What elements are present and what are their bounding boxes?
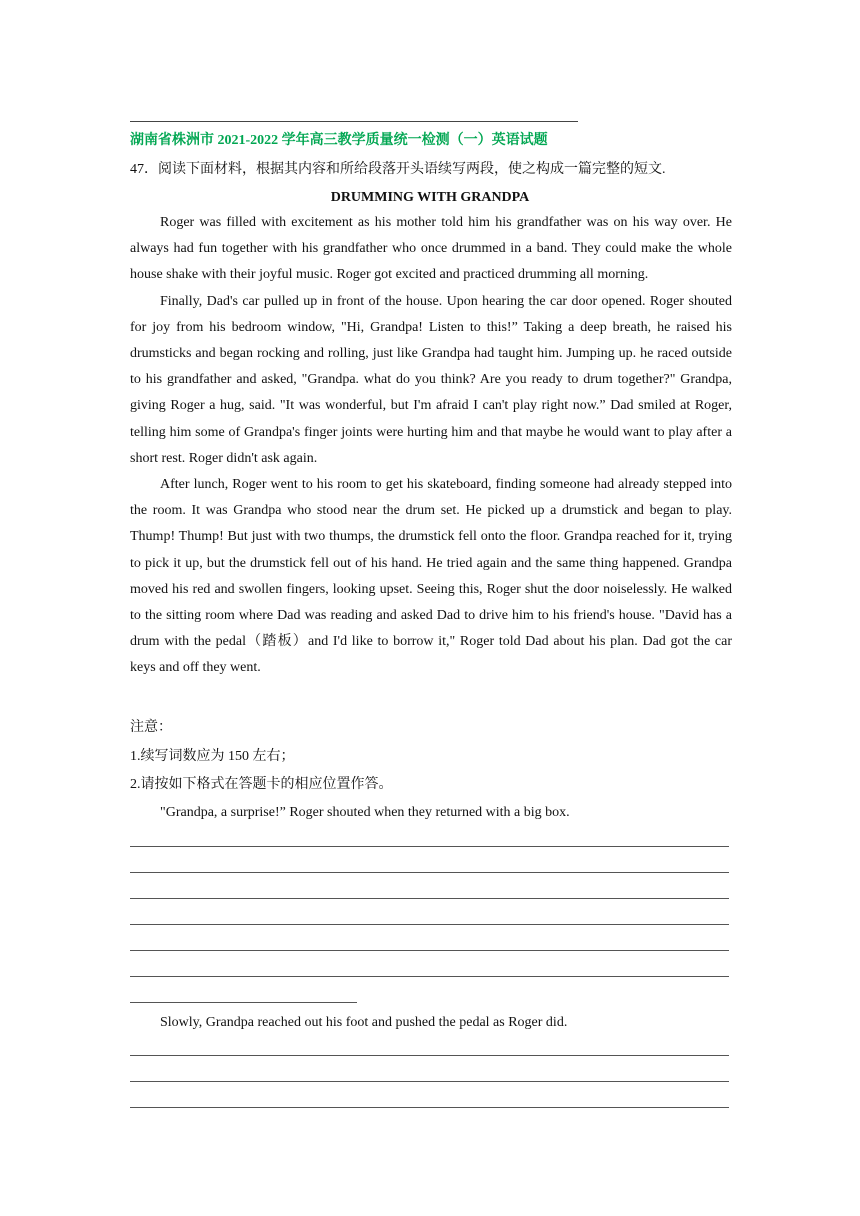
answer-line[interactable] [130, 924, 729, 925]
passage-body [130, 210, 732, 682]
passage-paragraph: Roger was filled with excitement as his mother told him his grandfather was on his way over. He always had fun together with his grandfather who once drummed in a band. They could make the whole house shake with their joyful music. Roger got excited and practiced drumming all morning. [130, 215, 732, 283]
passage-paragraph: After lunch, Roger went to his room to get his skateboard, finding someone had already stepped into the room. It was Grandpa who stood near the drum set. He picked up a drumstick and began to play. Thump! Thump! But just with two thumps, the drumstick fell onto the floor. Grandpa reached for it, trying to pick it up, but the drumstick fell out of his hand. He tried again and the same thing happened. Grandpa moved his red and swollen fingers, looking upset. Seeing this, Roger shut the door noiselessly. He walked to the sitting room where Dad was reading and asked Dad to drive him to his friend's house. "David has a drum with the pedal（踏板）and I'd like to borrow it," Roger told Dad about his plan. Dad got the car keys and off they went. [130, 477, 732, 676]
passage-title: DRUMMING WITH GRANDPA [330, 190, 530, 205]
answer-line[interactable] [130, 950, 729, 951]
answer-line[interactable] [130, 1107, 729, 1108]
notes-label: 注意： [130, 720, 172, 735]
question-instruction: 47．阅读下面材料，根据其内容和所给段落开头语续写两段，使之构成一篇完整的短文. [130, 162, 666, 177]
source-title: 湖南省株洲市 2021-2022 学年高三教学质量统一检测（一）英语试题 [130, 133, 548, 148]
answer-line[interactable] [130, 1002, 357, 1003]
answer-line[interactable] [130, 1055, 729, 1056]
continuation-prompt-2: Slowly, Grandpa reached out his foot and pushed the pedal as Roger did. [160, 1015, 568, 1030]
answer-line[interactable] [130, 846, 729, 847]
note-item-format: 2.请按如下格式在答题卡的相应位置作答。 [130, 777, 393, 792]
notes-section [130, 714, 730, 800]
continuation-prompt-1: "Grandpa, a surprise!” Roger shouted when they returned with a big box. [160, 805, 570, 820]
answer-line[interactable] [130, 1081, 729, 1082]
passage-paragraph: Finally, Dad's car pulled up in front of the house. Upon hearing the car door opened. Roger shouted for joy from his bedroom window, "Hi, Grandpa! Listen to this!” Taking a deep breath, he raised his drumsticks and began rocking and rolling, just like Grandpa had taught him. Jumping up. he raced outside to his grandfather and asked, "Grandpa. what do you think? Are you ready to drum together?" Grandpa, giving Roger a hug, said. "It was wonderful, but I'm afraid I can't play right now.” Dad smiled at Roger, telling him some of Grandpa's finger joints were hurting him and that maybe he would want to play after a short rest. Roger didn't ask again. [130, 293, 732, 466]
answer-line[interactable] [130, 872, 729, 873]
header-rule [130, 121, 578, 122]
answer-line[interactable] [130, 898, 729, 899]
note-item-word-count: 1.续写词数应为 150 左右； [130, 748, 295, 764]
answer-line[interactable] [130, 976, 729, 977]
